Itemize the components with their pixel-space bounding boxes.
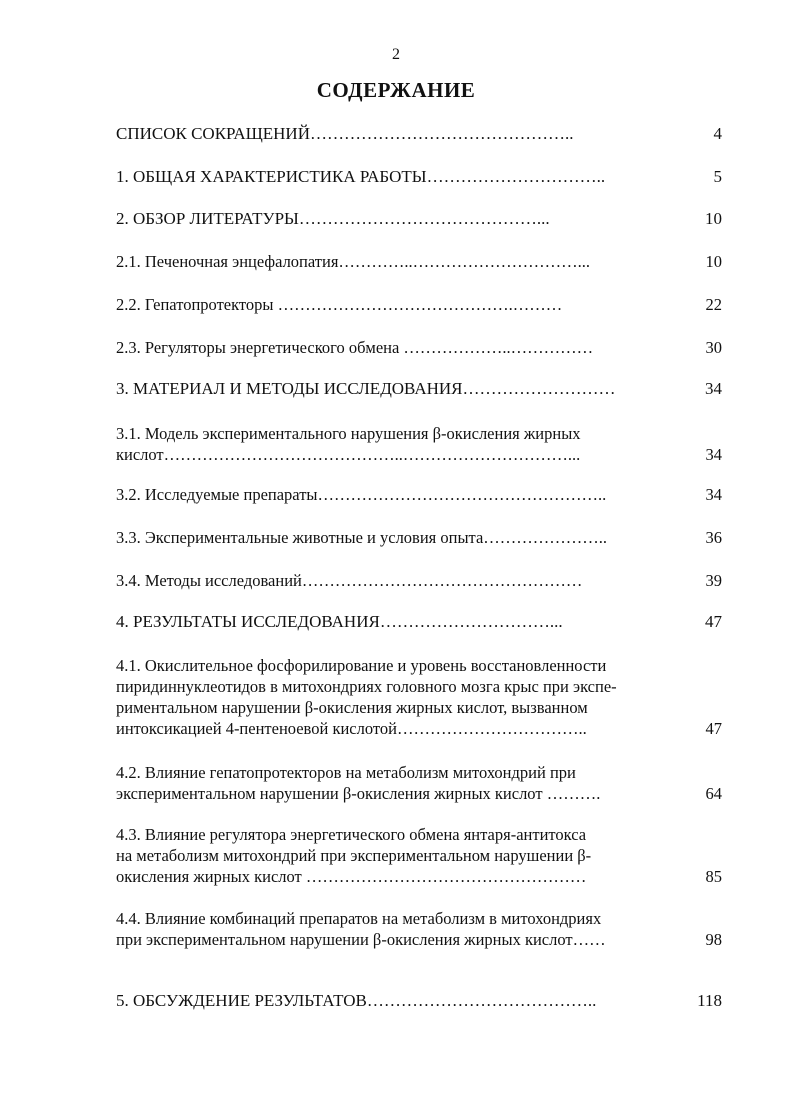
toc-leader-dots: …………..…………………………...: [338, 252, 591, 271]
toc-entry-section-4-2[interactable]: [116, 762, 722, 804]
toc-entry-page: 85: [705, 867, 722, 886]
toc-leader-dots: …………………………...: [379, 612, 563, 631]
toc-leader-dots: ………………………………………..: [309, 124, 574, 143]
toc-entry-text: интоксикацией 4-пентеноевой кислотой: [116, 719, 397, 738]
toc-entry-page: 34: [705, 485, 722, 504]
toc-leader-dots: ……………………………..: [396, 719, 587, 738]
toc-entry-section-2-3[interactable]: [116, 337, 722, 358]
toc-leader-dots: …………………………………..: [366, 991, 597, 1010]
toc-entry-text: 4. РЕЗУЛЬТАТЫ ИССЛЕДОВАНИЯ: [116, 612, 380, 631]
toc-leader-dots: ……: [572, 930, 606, 949]
toc-entry-page: 10: [705, 252, 722, 271]
toc-leader-dots: ……………………………………………: [301, 867, 587, 886]
toc-entry-page: 36: [705, 528, 722, 547]
toc-entry-section-3-3[interactable]: [116, 527, 722, 548]
toc-entry-text: 3.4. Методы исследований: [116, 571, 302, 590]
toc-entry-line: 4.3. Влияние регулятора энергетического обмена янтаря-антитокса: [116, 825, 587, 844]
toc-entry-section-2-1[interactable]: [116, 251, 722, 272]
toc-entry-section-2[interactable]: [116, 208, 722, 229]
toc-entry-page: 4: [713, 124, 722, 143]
toc-entry-abbreviations[interactable]: [116, 123, 722, 144]
toc-entry-section-3-4[interactable]: [116, 570, 722, 591]
toc-entry-text: 3.3. Экспериментальные животные и условия опыта: [116, 528, 484, 547]
page-title: СОДЕРЖАНИЕ: [316, 78, 476, 102]
toc-entry-page: 64: [705, 784, 722, 803]
toc-entry-text: 5. ОБСУЖДЕНИЕ РЕЗУЛЬТАТОВ: [116, 991, 367, 1010]
toc-entry-section-3-2[interactable]: [116, 484, 722, 505]
toc-entry-text: СПИСОК СОКРАЩЕНИЙ: [116, 124, 310, 143]
toc-entry-page: 118: [697, 991, 722, 1010]
toc-entry-text: 3.2. Исследуемые препараты: [116, 485, 318, 504]
toc-leader-dots: …………………..: [483, 528, 608, 547]
toc-entry-page: 30: [705, 338, 722, 357]
toc-entry-section-4-1[interactable]: [116, 655, 722, 739]
toc-leader-dots: ………………………: [462, 379, 616, 398]
toc-entry-line: пиридиннуклеотидов в митохондриях головного мозга крыс при экспе-: [116, 677, 617, 696]
toc-entry-page: 5: [713, 167, 722, 186]
toc-entry-section-4[interactable]: [116, 611, 722, 632]
toc-entry-section-4-3[interactable]: [116, 824, 722, 887]
toc-leader-dots: …………………………..: [426, 167, 606, 186]
toc-entry-page: 22: [705, 295, 722, 314]
toc-entry-page: 47: [705, 719, 722, 738]
toc-entry-section-4-4[interactable]: [116, 908, 722, 950]
toc-leader-dots: ……………………………………..…………………………...: [163, 445, 581, 464]
toc-entry-line: риментальном нарушении β-окисления жирных кислот, вызванном: [116, 698, 588, 717]
toc-leader-dots: ……………………………………………..: [317, 485, 607, 504]
toc-entry-line: 4.2. Влияние гепатопротекторов на метаболизм митохондрий при: [116, 763, 576, 782]
toc-entry-page: 34: [705, 445, 722, 464]
toc-entry-section-3-1[interactable]: [116, 423, 722, 465]
toc-entry-line: 4.1. Окислительное фосфорилирование и уровень восстановленности: [116, 656, 607, 675]
toc-entry-text: кислот: [116, 445, 164, 464]
page-number: 2: [392, 46, 400, 63]
toc-entry-section-3[interactable]: [116, 378, 722, 399]
toc-entry-page: 39: [705, 571, 722, 590]
toc-entry-text: 2. ОБЗОР ЛИТЕРАТУРЫ: [116, 209, 299, 228]
toc-entry-page: 47: [705, 612, 722, 631]
toc-leader-dots: …………………………………….………: [273, 295, 563, 314]
toc-entry-text: при экспериментальном нарушении β-окисления жирных кислот: [116, 930, 573, 949]
toc-leader-dots: ……………………………………...: [298, 209, 550, 228]
toc-entry-line: 3.1. Модель экспериментального нарушения β-окисления жирных: [116, 424, 581, 443]
toc-entry-text: 2.1. Печеночная энцефалопатия: [116, 252, 339, 271]
toc-entry-page: 34: [705, 379, 722, 398]
toc-entry-text: 3. МАТЕРИАЛ И МЕТОДЫ ИССЛЕДОВАНИЯ: [116, 379, 463, 398]
toc-leader-dots: ………………..……………: [399, 338, 594, 357]
toc-entry-text: окисления жирных кислот: [116, 867, 302, 886]
toc-entry-section-5[interactable]: [116, 990, 722, 1011]
toc-entry-text: 1. ОБЩАЯ ХАРАКТЕРИСТИКА РАБОТЫ: [116, 167, 427, 186]
toc-entry-line: 4.4. Влияние комбинаций препаратов на метаболизм в митохондриях: [116, 909, 602, 928]
toc-entry-section-2-2[interactable]: [116, 294, 722, 315]
toc-entry-page: 10: [705, 209, 722, 228]
toc-entry-text: экспериментальном нарушении β-окисления жирных кислот: [116, 784, 543, 803]
toc-entry-section-1[interactable]: [116, 166, 722, 187]
toc-leader-dots: ……….: [542, 784, 601, 803]
toc-entry-page: 98: [705, 930, 722, 949]
toc-entry-text: 2.2. Гепатопротекторы: [116, 295, 274, 314]
toc-entry-line: на метаболизм митохондрий при экспериментальном нарушении β-: [116, 846, 592, 865]
toc-entry-text: 2.3. Регуляторы энергетического обмена: [116, 338, 400, 357]
toc-leader-dots: ……………………………………………: [301, 571, 583, 590]
